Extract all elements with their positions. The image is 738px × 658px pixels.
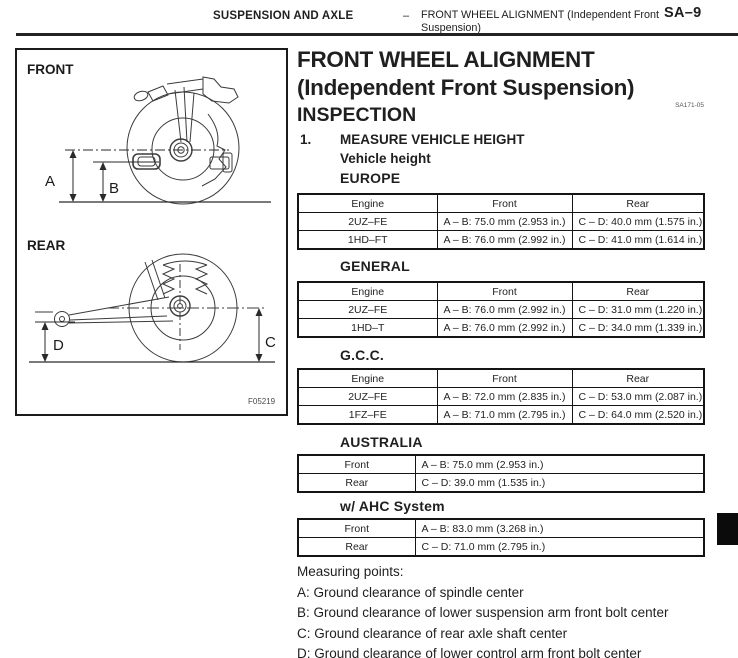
spec-cell: A – B: 75.0 mm (2.953 in.) xyxy=(415,455,704,474)
col-header-front: Front xyxy=(437,369,572,388)
figure-number: F05219 xyxy=(248,397,276,406)
table-row xyxy=(298,519,704,538)
col-header-engine: Engine xyxy=(298,369,437,388)
position-cell: Rear xyxy=(298,538,415,557)
col-header-rear: Rear xyxy=(572,194,704,213)
rear-wheel-drawing xyxy=(35,254,267,362)
rear-spec-cell: C – D: 53.0 mm (2.087 in.) xyxy=(572,388,704,406)
europe-table xyxy=(297,193,705,250)
header-rule xyxy=(16,33,738,36)
measuring-points-list xyxy=(297,583,668,658)
engine-cell: 2UZ–FE xyxy=(298,301,437,319)
rear-spec-cell: C – D: 64.0 mm (2.520 in.) xyxy=(572,406,704,425)
table-header-row xyxy=(298,282,704,301)
header-section-title: SUSPENSION AND AXLE xyxy=(213,10,354,22)
table-header-row xyxy=(298,194,704,213)
figure-rear-label: REAR xyxy=(27,238,66,253)
table-row xyxy=(298,388,704,406)
measuring-points-figure xyxy=(15,48,288,416)
dim-d-label: D xyxy=(53,337,64,354)
rear-spec-cell: C – D: 31.0 mm (1.220 in.) xyxy=(572,301,704,319)
front-spec-cell: A – B: 72.0 mm (2.835 in.) xyxy=(437,388,572,406)
position-cell: Front xyxy=(298,519,415,538)
measuring-point-d: D: Ground clearance of lower control arm front bolt center xyxy=(297,645,642,658)
general-table xyxy=(297,281,705,338)
step-heading: MEASURE VEHICLE HEIGHT xyxy=(340,132,525,147)
header-chapter-line1: FRONT WHEEL ALIGNMENT (Independent Front xyxy=(421,9,660,21)
measuring-points-title: Measuring points: xyxy=(297,564,404,579)
front-spec-cell: A – B: 76.0 mm (2.992 in.) xyxy=(437,231,572,250)
front-spec-cell: A – B: 76.0 mm (2.992 in.) xyxy=(437,301,572,319)
page-number: SA–9 xyxy=(664,5,702,21)
engine-cell: 1FZ–FE xyxy=(298,406,437,425)
step-number: 1. xyxy=(300,132,312,147)
figure-front-label: FRONT xyxy=(27,62,74,77)
engine-cell: 1HD–T xyxy=(298,319,437,338)
page-title-line2: (Independent Front Suspension) xyxy=(297,75,635,100)
header-separator: – xyxy=(403,10,410,22)
measuring-point-c: C: Ground clearance of rear axle shaft center xyxy=(297,625,568,641)
reference-code: SA171-05 xyxy=(675,102,704,109)
ahc-table xyxy=(297,518,705,557)
table-row xyxy=(298,406,704,425)
australia-table xyxy=(297,454,705,493)
table-header-row xyxy=(298,369,704,388)
front-dimension-lines xyxy=(59,150,271,202)
dim-c-label: C xyxy=(265,334,276,351)
engine-cell: 1HD–FT xyxy=(298,231,437,250)
spec-cell: A – B: 83.0 mm (3.268 in.) xyxy=(415,519,704,538)
table-row xyxy=(298,474,704,493)
front-spec-cell: A – B: 76.0 mm (2.992 in.) xyxy=(437,319,572,338)
rear-dimension-lines xyxy=(29,310,275,362)
gcc-table xyxy=(297,368,705,425)
col-header-rear: Rear xyxy=(572,282,704,301)
table-row xyxy=(298,319,704,338)
col-header-front: Front xyxy=(437,282,572,301)
col-header-engine: Engine xyxy=(298,194,437,213)
vehicle-height-label: Vehicle height xyxy=(340,151,431,166)
position-cell: Rear xyxy=(298,474,415,493)
col-header-engine: Engine xyxy=(298,282,437,301)
dim-b-label: B xyxy=(109,180,120,197)
front-arrowheads xyxy=(70,150,107,202)
table-row xyxy=(298,231,704,250)
col-header-rear: Rear xyxy=(572,369,704,388)
header-chapter-line2: Suspension) xyxy=(421,21,482,34)
spec-cell: C – D: 39.0 mm (1.535 in.) xyxy=(415,474,704,493)
page-edge-tab xyxy=(717,513,738,545)
section-label-australia: AUSTRALIA xyxy=(340,434,423,450)
col-header-front: Front xyxy=(437,194,572,213)
engine-cell: 2UZ–FE xyxy=(298,388,437,406)
rear-spec-cell: C – D: 40.0 mm (1.575 in.) xyxy=(572,213,704,231)
rear-spec-cell: C – D: 41.0 mm (1.614 in.) xyxy=(572,231,704,250)
front-spec-cell: A – B: 71.0 mm (2.795 in.) xyxy=(437,406,572,425)
table-row xyxy=(298,455,704,474)
table-row xyxy=(298,213,704,231)
table-row xyxy=(298,301,704,319)
page-title-line1: FRONT WHEEL ALIGNMENT xyxy=(297,47,595,72)
spec-cell: C – D: 71.0 mm (2.795 in.) xyxy=(415,538,704,557)
section-label-gcc: G.C.C. xyxy=(340,347,384,363)
dim-a-label: A xyxy=(45,173,56,190)
inspection-heading: INSPECTION xyxy=(297,104,417,126)
section-label-europe: EUROPE xyxy=(340,170,401,186)
measuring-point-b: B: Ground clearance of lower suspension arm front bolt center xyxy=(297,605,669,621)
section-label-ahc: w/ AHC System xyxy=(340,498,445,514)
wheel-diagram-svg xyxy=(17,50,282,410)
front-spec-cell: A – B: 75.0 mm (2.953 in.) xyxy=(437,213,572,231)
section-label-general: GENERAL xyxy=(340,258,410,274)
table-row xyxy=(298,538,704,557)
position-cell: Front xyxy=(298,455,415,474)
measuring-point-a: A: Ground clearance of spindle center xyxy=(297,585,524,600)
rear-spec-cell: C – D: 34.0 mm (1.339 in.) xyxy=(572,319,704,338)
front-wheel-drawing xyxy=(127,77,239,204)
engine-cell: 2UZ–FE xyxy=(298,213,437,231)
header-chapter-title xyxy=(421,9,666,34)
